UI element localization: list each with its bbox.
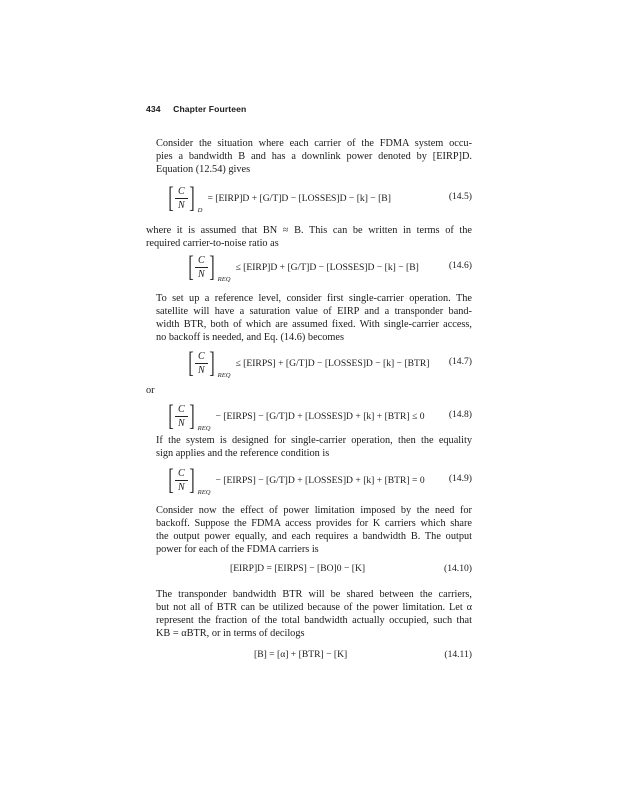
p1-line-3: Equation (12.54) gives <box>156 164 251 176</box>
p5-line-2: sign applies and the reference condition is <box>156 448 330 460</box>
p2-line-1: where it is assumed that BN ≈ B. This can be written in terms of the <box>146 225 472 236</box>
eq-14-8-number: (14.8) <box>448 409 472 420</box>
eq-14-7-rhs: ≤ [EIRPS] + [G/T]D − [LOSSES]D − [k] − [BTR] <box>235 357 430 369</box>
p6-line-4: power for each of the FDMA carriers is <box>156 544 319 556</box>
p1-line-1: Consider the situation where each carrier of the FDMA system occu- <box>156 138 472 149</box>
p3-line-3: width BTR, both of which are assumed fixed. With single-carrier access, <box>156 319 472 331</box>
p3-line-1: To set up a reference level, consider first single-carrier operation. The <box>156 293 472 304</box>
equation-14-7: [ $\frac{C}{N}$ ] REQ ≤ [EIRPS] + [G/T]D − [LOSSES]D − [k] − [BTR] (14.7) <box>188 346 472 379</box>
eq-14-8-rhs: − [EIRPS] − [G/T]D + [LOSSES]D + [k] + [BTR] ≤ 0 <box>215 410 425 422</box>
eq-14-6-number: (14.6) <box>448 260 472 271</box>
eq-14-11-number: (14.11) <box>444 649 472 660</box>
p3-line-4: no backoff is needed, and Eq. (14.6) becomes <box>156 332 344 344</box>
p6-line-1: Consider now the effect of power limitation imposed by the need for <box>156 505 472 516</box>
eq-14-9-number: (14.9) <box>448 473 472 484</box>
p7-line-2: but not all of BTR can be utilized because of the power limitation. Let α <box>156 602 472 614</box>
paragraph-5 <box>146 434 472 460</box>
eq-14-7-number: (14.7) <box>448 356 472 367</box>
running-header <box>146 104 246 114</box>
eq-14-5-rhs: = [EIRP]D + [G/T]D − [LOSSES]D − [k] − [B] <box>207 192 391 204</box>
or-line: or <box>146 385 155 396</box>
equation-14-8: [ $\frac{C}{N}$ ] REQ − [EIRPS] − [G/T]D + [LOSSES]D + [k] + [BTR] ≤ 0 (14.8) <box>168 399 472 432</box>
eq-14-11-body: [B] = [α] + [BTR] − [K] <box>254 649 348 660</box>
p7-line-3: represent the fraction of the total bandwidth actually occupied, such that <box>156 615 472 627</box>
paragraph-7 <box>146 588 472 640</box>
p7-line-4: KB = αBTR, or in terms of decilogs <box>156 628 305 640</box>
eq-14-10-body: [EIRP]D = [EIRPS] − [BO]0 − [K] <box>230 563 366 574</box>
eq-14-5-number: (14.5) <box>448 191 472 202</box>
p1-line-2: pies a bandwidth B and has a downlink power denoted by [EIRP]D. <box>156 151 472 163</box>
eq-14-6-rhs: ≤ [EIRP]D + [G/T]D − [LOSSES]D − [k] − [B] <box>235 261 419 273</box>
p6-line-3: the output power equally, and each requires a bandwidth B. The output <box>156 531 472 543</box>
page-number: 434 <box>146 104 161 114</box>
equation-14-5: [ $\frac{C}{N}$ ] D = [EIRP]D + [G/T]D − [LOSSES]D − [k] − [B] (14.5) <box>168 181 472 214</box>
equation-14-11 <box>146 648 472 664</box>
p5-line-1: If the system is designed for single-carrier operation, then the equality <box>156 435 472 446</box>
p6-line-2: backoff. Suppose the FDMA access provides for K carriers which share <box>156 518 472 530</box>
paragraph-3 <box>146 292 472 344</box>
equation-14-6: [ $\frac{C}{N}$ ] REQ ≤ [EIRP]D + [G/T]D − [LOSSES]D − [k] − [B] (14.6) <box>188 250 472 283</box>
eq-14-10-number: (14.10) <box>444 563 472 574</box>
equation-14-10 <box>146 562 472 578</box>
paragraph-1 <box>146 137 472 176</box>
chapter-title: Chapter Fourteen <box>173 104 247 114</box>
p2-line-2: required carrier-to-noise ratio as <box>146 238 279 250</box>
eq-14-9-rhs: − [EIRPS] − [G/T]D + [LOSSES]D + [k] + [BTR] = 0 <box>215 474 425 486</box>
paragraph-6 <box>146 504 472 556</box>
equation-14-9: [ $\frac{C}{N}$ ] REQ − [EIRPS] − [G/T]D + [LOSSES]D + [k] + [BTR] = 0 (14.9) <box>168 463 472 496</box>
p3-line-2: satellite will have a saturation value of EIRP and a transponder band- <box>156 306 472 318</box>
p7-line-1: The transponder bandwidth BTR will be shared between the carriers, <box>156 589 472 600</box>
